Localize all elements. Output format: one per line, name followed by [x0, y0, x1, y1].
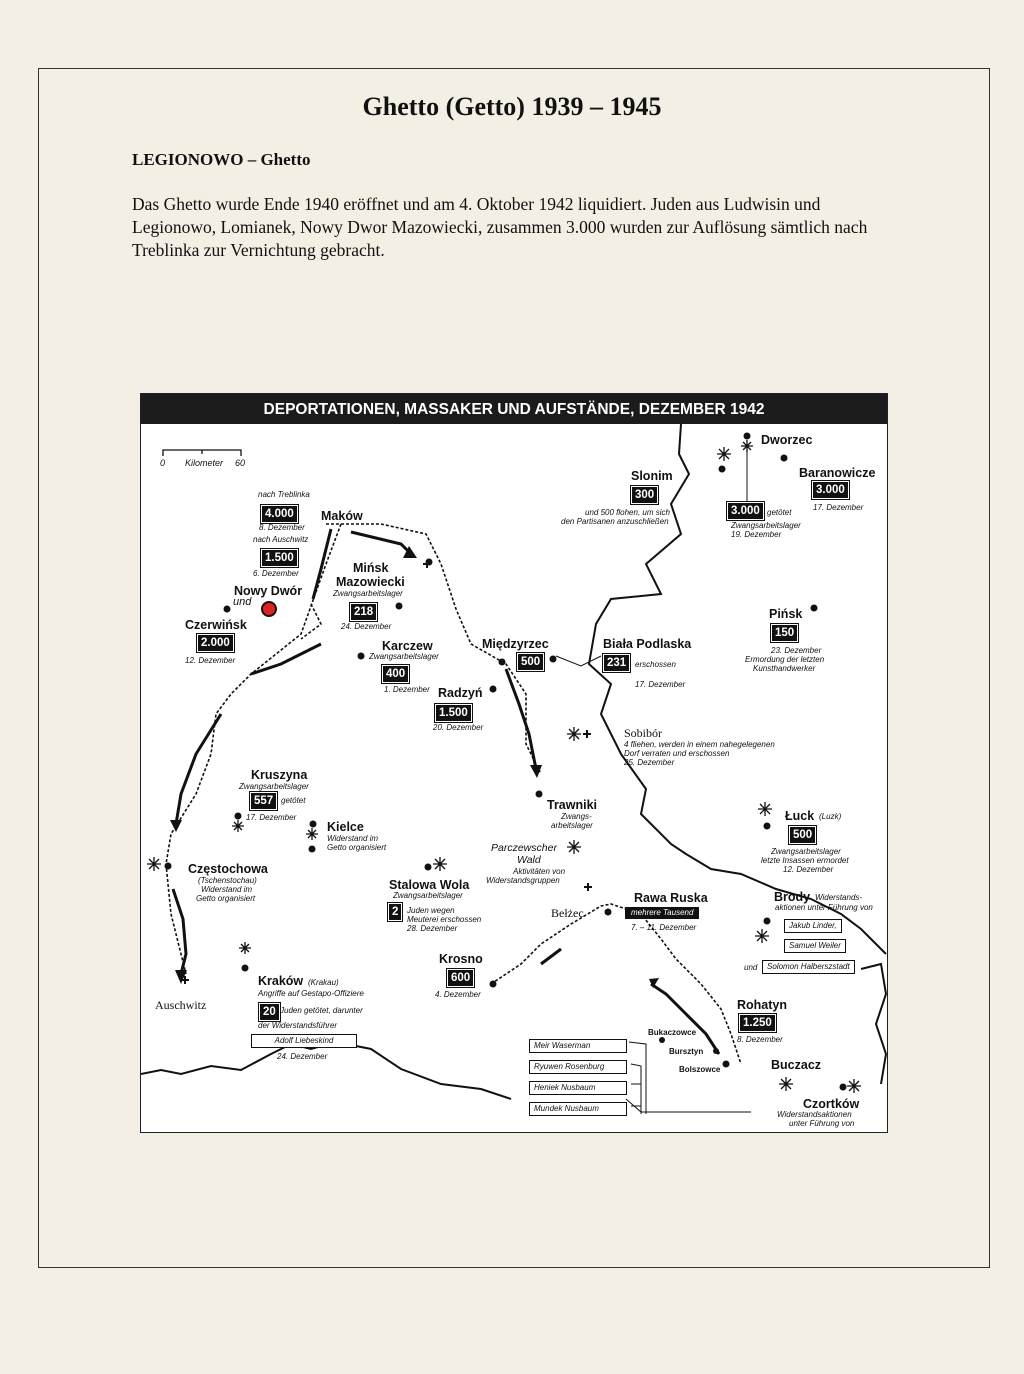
city-brody: Brody: [774, 890, 811, 904]
note-stalowa-2: Meuterei erschossen: [407, 915, 482, 924]
note-kielce-2: Getto organisiert: [327, 843, 387, 852]
city-luck-alt: (Luzk): [819, 812, 842, 821]
count-300: 300: [631, 486, 658, 504]
note-sobibor-1: 4 fliehen, werden in einem nahegelegenen: [624, 740, 775, 749]
intro-paragraph: Das Ghetto wurde Ende 1940 eröffnet und am 4. Oktober 1942 liquidiert. Juden aus Ludwisin und Legionowo, Lomianek, Nowy Dwor Mazowiecki, zusammen 3.000 wurden zur Auflösung sämtlich nach Treblinka zur Vernichtung gebracht.: [132, 194, 868, 260]
date-20-dez: 20. Dezember: [433, 723, 484, 732]
city-kruszyna: Kruszyna: [251, 768, 308, 782]
note-minsk: Zwangsarbeitslager: [333, 589, 403, 598]
date-17-dez-c: 17. Dezember: [246, 813, 297, 822]
note-krakow: Angriffe auf Gestapo-Offiziere: [258, 989, 364, 998]
city-minsk: Mińsk: [353, 561, 389, 575]
place-parczew: Parczewscher: [491, 842, 557, 854]
deportation-arrow: [541, 949, 561, 964]
date-4-dez: 4. Dezember: [435, 990, 481, 999]
note-krakow-2: Juden getötet, darunter: [280, 1006, 363, 1015]
count-500a: 500: [517, 653, 544, 671]
count-3000b: 3.000: [727, 502, 764, 520]
note-und: und: [233, 596, 252, 608]
label-mehrere-tausend: mehrere Tausend: [625, 907, 699, 919]
note-getoetet-2: getötet: [281, 796, 306, 805]
note-pinsk-2: Ermordung der letzten: [745, 655, 825, 664]
note-czest-2: Widerstand im: [201, 885, 253, 894]
count-557: 557: [250, 792, 277, 810]
note-sobibor-3: 25. Dezember: [624, 758, 675, 767]
city-czerwinsk: Czerwińsk: [185, 618, 247, 632]
note-czortkow-1: Widerstandsaktionen: [777, 1110, 852, 1119]
count-500b: 500: [789, 826, 816, 844]
note-karczew: Zwangsarbeitslager: [369, 652, 439, 661]
city-sobibor: Sobibór: [624, 726, 663, 740]
note-stalowa-1: Juden wegen: [407, 906, 455, 915]
count-1500a: 1.500: [261, 549, 298, 567]
deportation-arrow: [351, 532, 411, 554]
note-sobibor-2: Dorf verraten und erschossen: [624, 749, 730, 758]
deportation-arrow: [313, 529, 331, 599]
count-4000: 4.000: [261, 505, 298, 523]
map-title: DEPORTATIONEN, MASSAKER UND AUFSTÄNDE, DEZEMBER 1942: [141, 394, 887, 424]
city-luck: Łuck: [785, 809, 815, 823]
place-bursztyn: Bursztyn: [669, 1047, 704, 1056]
city-krosno: Krosno: [439, 952, 483, 966]
scale-max: 60: [235, 458, 246, 468]
count-3000a: 3.000: [812, 481, 849, 499]
count-400: 400: [382, 665, 409, 683]
city-karczew: Karczew: [382, 639, 433, 653]
date-17-dez-a: 17. Dezember: [635, 680, 686, 689]
date-rawa: 7. – 11. Dezember: [631, 923, 697, 932]
legionowo-marker: [262, 602, 276, 616]
note-und-solomon: und: [744, 963, 758, 972]
city-stalowa-wola: Stalowa Wola: [389, 878, 470, 892]
page-title: Ghetto (Getto) 1939 – 1945: [362, 92, 662, 121]
city-czestochowa: Częstochowa: [188, 862, 268, 876]
deportation-arrow: [251, 644, 321, 674]
city-rohatyn: Rohatyn: [737, 998, 787, 1012]
date-17-dez-b: 17. Dezember: [813, 503, 864, 512]
date-24-dez-b: 24. Dezember: [277, 1052, 328, 1061]
city-rawa-ruska: Rawa Ruska: [634, 891, 708, 905]
deportation-arrowhead: [170, 820, 182, 832]
border-line: [141, 1042, 511, 1099]
box-heniek-nusbaum: Heniek Nusbaum: [529, 1081, 627, 1095]
count-2: 2: [388, 903, 402, 921]
border-line: [861, 964, 886, 1084]
note-dworzec-1: Zwangsarbeitslager: [731, 521, 801, 530]
note-stalowa-3: 28. Dezember: [407, 924, 458, 933]
note-stalowa: Zwangsarbeitslager: [393, 891, 463, 900]
note-pinsk-3: Kunsthandwerker: [753, 664, 816, 673]
date-8-dez: 8. Dezember: [259, 523, 305, 532]
note-kruszyna: Zwangsarbeitslager: [239, 782, 309, 791]
city-belzec: Bełżec: [551, 906, 584, 920]
box-meir-waserman: Meir Waserman: [529, 1039, 627, 1053]
note-parczew-1: Aktivitäten von: [513, 867, 566, 876]
box-mundek-nusbaum: Mundek Nusbaum: [529, 1102, 627, 1116]
note-getoetet: getötet: [767, 508, 792, 517]
date-1-dez: 1. Dezember: [384, 685, 430, 694]
deportation-arrow: [173, 889, 186, 974]
note-czortkow-2: unter Führung von: [789, 1119, 855, 1128]
map-graphics: [141, 394, 888, 1133]
note-luck-3: 12. Dezember: [783, 865, 834, 874]
city-trawniki: Trawniki: [547, 798, 598, 812]
city-czortkow: Czortków: [803, 1097, 860, 1111]
city-kielce: Kielce: [327, 820, 364, 834]
count-2000: 2.000: [197, 634, 234, 652]
deportation-map: [140, 393, 888, 1133]
leader-line: [556, 450, 751, 1114]
box-ryuwen-rosenburg: Ryuwen Rosenburg: [529, 1060, 627, 1074]
scale-bar: [163, 450, 241, 456]
railway-line: [301, 604, 321, 639]
date-6-dez: 6. Dezember: [253, 569, 299, 578]
note-trawniki-1: Zwangs-: [561, 812, 592, 821]
count-1500b: 1.500: [435, 704, 472, 722]
date-8-dez-b: 8. Dezember: [737, 1035, 783, 1044]
note-brody-2: aktionen unter Führung von: [775, 903, 873, 912]
note-dworzec-2: 19. Dezember: [731, 530, 782, 539]
city-baranowicze: Baranowicze: [799, 466, 876, 480]
place-wald: Wald: [517, 854, 541, 866]
city-radzyn: Radzyń: [438, 686, 483, 700]
note-erschossen: erschossen: [635, 660, 676, 669]
note-parczew-2: Widerstandsgruppen: [486, 876, 560, 885]
city-buczacz: Buczacz: [771, 1058, 822, 1072]
count-20: 20: [259, 1003, 280, 1021]
scale-unit: Kilometer: [185, 458, 224, 468]
note-czest-3: Getto organisiert: [196, 894, 256, 903]
deportation-arrow: [506, 669, 536, 769]
note-slonim-2: den Partisanen anzuschließen: [561, 517, 669, 526]
note-luck-2: letzte Insassen ermordet: [761, 856, 849, 865]
city-auschwitz: Auschwitz: [155, 998, 207, 1012]
note-czest-1: (Tschenstochau): [198, 876, 257, 885]
count-150: 150: [771, 624, 798, 642]
note-luck-1: Zwangsarbeitslager: [771, 847, 841, 856]
note-trawniki-2: arbeitslager: [551, 821, 593, 830]
section-heading: LEGIONOWO – Ghetto: [132, 150, 311, 169]
note-slonim-1: und 500 flohen, um sich: [585, 508, 670, 517]
box-jakub-linder: Jakub Linder,: [784, 919, 842, 933]
city-miedzyrzec: Międzyrzec: [482, 637, 549, 651]
city-biala-podlaska: Biała Podlaska: [603, 637, 692, 651]
place-bukaczowce: Bukaczowce: [648, 1028, 697, 1037]
city-slonim: Slonim: [631, 469, 673, 483]
place-bolszowce: Bolszowce: [679, 1065, 721, 1074]
box-solomon-halberszstadt: Solomon Halberszstadt: [762, 960, 855, 974]
city-dworzec: Dworzec: [761, 433, 813, 447]
date-24-dez-a: 24. Dezember: [341, 622, 392, 631]
note-brody-1: Widerstands-: [815, 893, 863, 902]
note-krakow-3: der Widerstandsführer: [258, 1021, 338, 1030]
scale-zero: 0: [160, 458, 166, 468]
note-nach-auschwitz: nach Auschwitz: [253, 535, 309, 544]
city-nowy-dwor: Nowy Dwór: [234, 584, 303, 598]
city-makow: Maków: [321, 509, 363, 523]
count-231: 231: [603, 654, 630, 672]
date-12-dez-a: 12. Dezember: [185, 656, 236, 665]
count-600: 600: [447, 969, 474, 987]
count-218: 218: [350, 603, 377, 621]
count-1250: 1.250: [739, 1014, 776, 1032]
note-kielce-1: Widerstand im: [327, 834, 379, 843]
box-adolf-liebeskind: Adolf Liebeskind: [251, 1034, 357, 1048]
city-pinsk: Pińsk: [769, 607, 803, 621]
box-samuel-weiler: Samuel Weiler: [784, 939, 846, 953]
city-mazowiecki: Mazowiecki: [336, 575, 405, 589]
city-krakow-alt: (Krakau): [308, 978, 339, 987]
note-pinsk-1: 23. Dezember: [771, 646, 822, 655]
city-krakow: Kraków: [258, 974, 304, 988]
note-nach-treblinka: nach Treblinka: [258, 490, 310, 499]
